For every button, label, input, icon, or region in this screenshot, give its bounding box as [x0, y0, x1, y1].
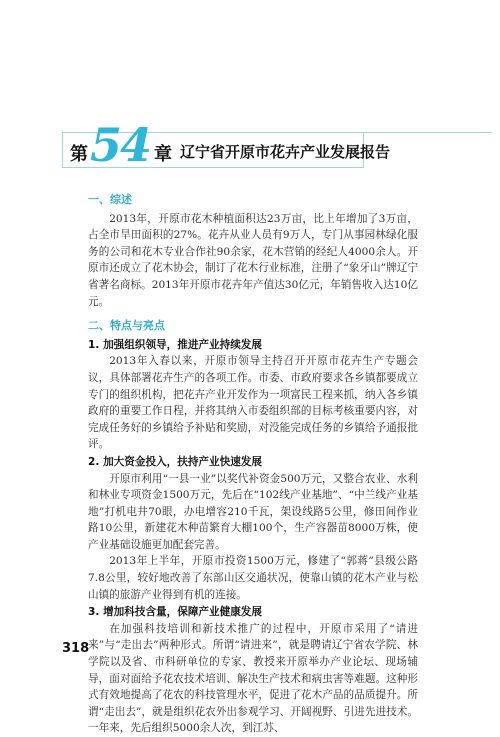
- paragraph: 2013年上半年，开原市投资1500万元，修建了“郭蒋”县级公路7.8公里，较好地改善了东部山区交通状况，使靠山镇的花木产业与松山镇的旅游产业得到有机的连接。: [88, 555, 418, 601]
- section-title-highlights: 二、特点与亮点: [88, 319, 165, 333]
- chapter-heading: [62, 118, 492, 178]
- subsection-title-funding: 2. 加大资金投入，扶持产业快速发展: [88, 455, 262, 468]
- subsection-title-technology: 3. 增加科技含量，保障产业健康发展: [88, 606, 262, 619]
- page-number: 318: [62, 641, 90, 656]
- paragraph: 2013年，开原市花木种植面积达23万亩，比上年增加了3万亩，占全市旱田面积的27%。花卉从业人员有9万人，专门从事园林绿化服务的公司和花木专业合作社90余家，花木营销的经纪人4000余人。开原市还成立了花木协会，制订了花木行业标准，注册了“象牙山”牌辽宁省著名商标。2013年开原市花卉年产值达30亿元，年销售收入达10亿元。: [88, 212, 418, 308]
- chapter-body: [88, 192, 418, 737]
- chapter-number: 54: [90, 118, 151, 172]
- paragraph: 在加强科技培训和新技术推广的过程中，开原市采用了“请进来”与“走出去”两种形式。所谓“请进来”，就是聘请辽宁省农学院、林学院以及省、市科研单位的专家、教授来开原举办产业论坛、现场辅导，面对面给予花农技术培训、解决生产技术和病虫害等难题。这种形式有效地提高了花农的科技管理水平，促进了花木产品的品质提升。所谓“走出去”，就是组织花农外出参观学习、开阔视野、引进先进技术。一年来，先后组织5000余人次，到江苏、: [88, 622, 418, 735]
- chapter-prefix: 第: [70, 144, 88, 165]
- chapter-title: 辽宁省开原市花卉产业发展报告: [180, 143, 391, 161]
- paragraph: 开原市利用“一县一业”以奖代补资金500万元，又整合农业、水利和林业专项资金1500万元，先后在“102线产业基地”、“中兰线产业基地”打机电井70眼，办电增容210千瓦，架设线路5公里，修田间作业路10公里，新建花木种苗繁育大棚100个，生产容器苗8000万株，使产业基础设施更加配套完善。: [88, 472, 418, 551]
- section-title-overview: 一、综述: [88, 193, 132, 206]
- chapter-rule: [362, 132, 492, 133]
- chapter-suffix: 章: [154, 144, 172, 165]
- paragraph: 2013年入春以来，开原市领导主持召开开原市花卉生产专题会议，具体部署花卉生产的各项工作。市委、市政府要求各乡镇都要成立专门的组织机构，把花卉产业开发作为一项富民工程来抓，纳入各乡镇政府的重要工作日程，并将其纳入市委组织部的目标考核重要内容，对完成任务好的乡镇给予补贴和奖励，对没能完成任务的乡镇给予通报批评。: [88, 355, 418, 451]
- subsection-title-organization: 1. 加强组织领导，推进产业持续发展: [88, 338, 262, 351]
